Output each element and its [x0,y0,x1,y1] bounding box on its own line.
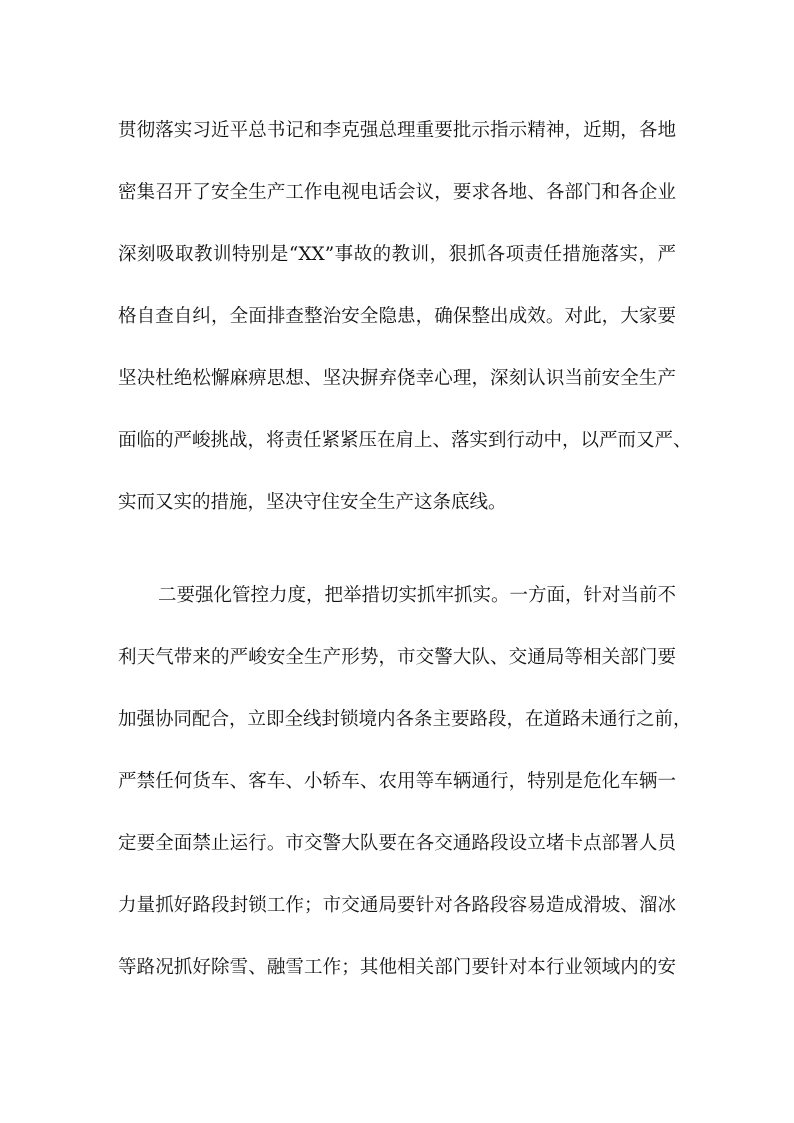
text-line: 实而又实的措施，坚决守住安全生产这条底线。 [118,492,507,513]
text-line: 力量抓好路段封锁工作；市交通局要针对各路段容易造成滑坡、溜冰 [118,895,676,916]
text-line: 等路况抓好除雪、融雪工作；其他相关部门要针对本行业领域内的安 [118,957,676,978]
text-line: 深刻吸取教训特别是“XX”事故的教训，狠抓各项责任措施落实，严 [118,244,676,265]
text-line: 坚决杜绝松懈麻痹思想、坚决摒弃侥幸心理，深刻认识当前安全生产 [118,368,676,389]
text-line: 定要全面禁止运行。市交警大队要在各交通路段设立堵卡点部署人员 [118,833,676,854]
text-line: 利天气带来的严峻安全生产形势，市交警大队、交通局等相关部门要 [118,647,676,668]
text-line: 二要强化管控力度，把举措切实抓牢抓实。一方面，针对当前不 [158,585,677,606]
text-line: 加强协同配合，立即全线封锁境内各条主要路段，在道路未通行之前， [118,709,692,730]
paragraph-control-measures [118,565,692,999]
text-line: 贯彻落实习近平总书记和李克强总理重要批示指示精神，近期，各地 [118,120,676,141]
text-line: 面临的严峻挑战，将责任紧紧压在肩上、落实到行动中，以严而又严、 [118,430,692,451]
text-line: 严禁任何货车、客车、小轿车、农用等车辆通行，特别是危化车辆一 [118,771,676,792]
text-line: 密集召开了安全生产工作电视电话会议，要求各地、各部门和各企业 [118,182,676,203]
text-line: 格自查自纠，全面排查整治安全隐患，确保整出成效。对此，大家要 [118,306,676,327]
paragraph-safety-production [118,100,692,534]
